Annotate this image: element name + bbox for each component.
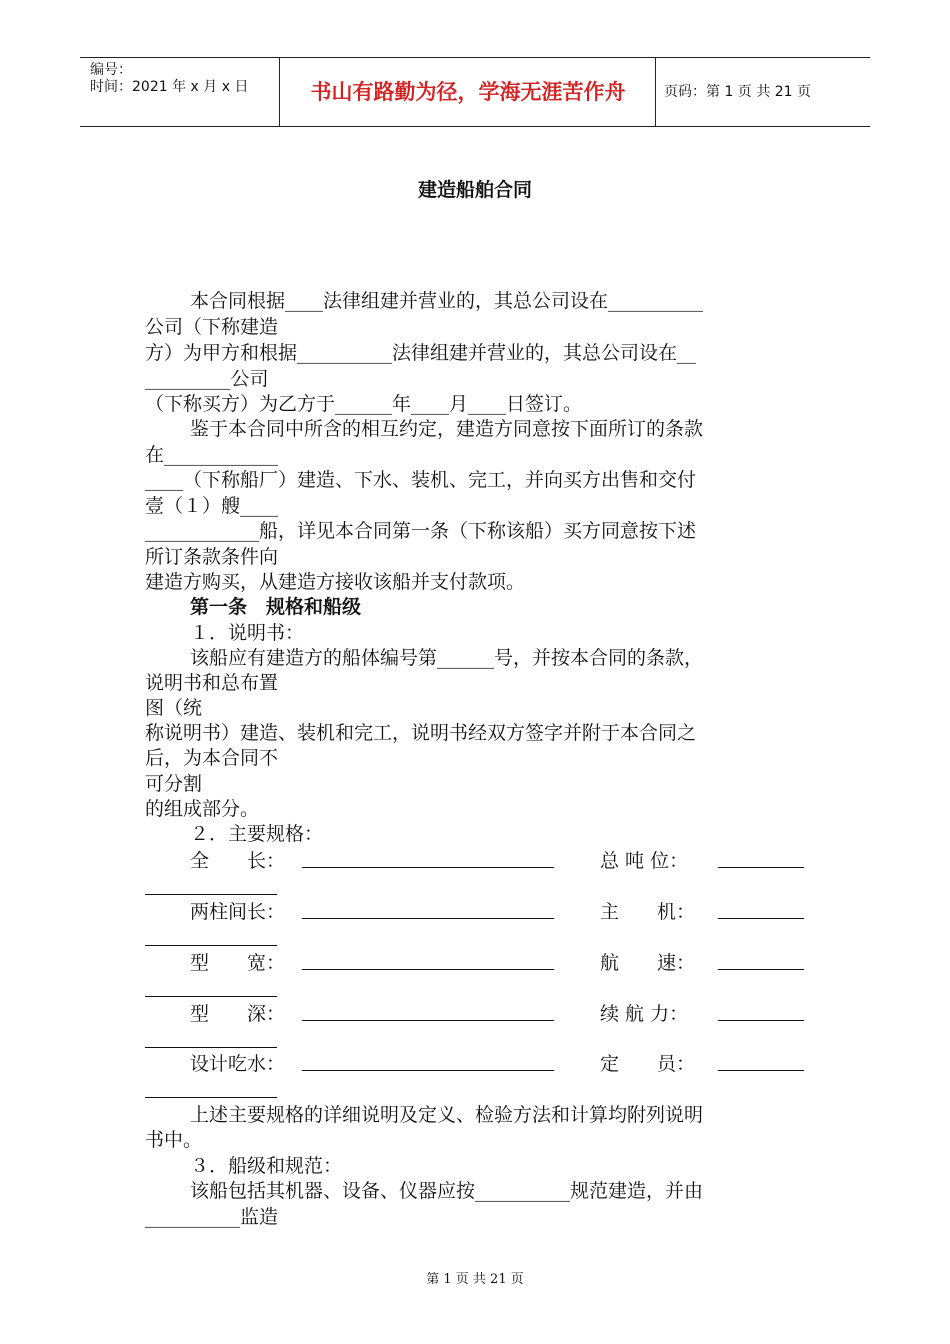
spec-label: 续 航 力： (600, 1003, 689, 1025)
blank-line (302, 1052, 554, 1071)
number-label: 编号： (90, 62, 132, 78)
spec-label: 总 吨 位： (600, 850, 689, 872)
body-line: 上述主要规格的详细说明及定义、检验方法和计算均附列说明 (190, 1104, 704, 1126)
body-line: 该船包括其机器、设备、仪器应按__________规范建造，并由 (190, 1180, 704, 1202)
body-line: 说明书和总布置 (145, 672, 279, 694)
body-line: 称说明书）建造、装机和完工，说明书经双方签字并附于本合同之 (145, 722, 697, 744)
spec-label: 全 长： (190, 850, 286, 872)
body-line: 公司（下称建造 (145, 316, 279, 338)
blank-line (718, 849, 804, 868)
body-line: _________公司 (145, 368, 269, 390)
body-line: 该船应有建造方的船体编号第______号，并按本合同的条款， (190, 647, 704, 669)
body-line: ____（下称船厂）建造、下水、装机、完工，并向买方出售和交付 (145, 469, 697, 491)
spec-label: 主 机： (600, 901, 696, 923)
document-header (80, 57, 870, 127)
blank-line (145, 1097, 277, 1098)
section-heading: 第一条 规格和船级 (190, 596, 362, 618)
blank-line (302, 1002, 554, 1021)
blank-line (718, 951, 804, 970)
body-line: 壹（１）艘____ (145, 495, 279, 517)
body-line: （下称买方）为乙方于______年____月____日签订。 (145, 393, 583, 415)
spec-label: 定 员： (600, 1053, 696, 1075)
blank-line (145, 894, 277, 895)
body-line: 方）为甲方和根据__________法律组建并营业的，其总公司设在__ (145, 342, 697, 364)
blank-line (718, 900, 804, 919)
body-line: 建造方购买，从建造方接收该船并支付款项。 (145, 571, 526, 593)
body-line: ３．船级和规范： (190, 1155, 343, 1177)
blank-line (145, 945, 277, 946)
header-page-info: 页码：第 1 页 共 21 页 (664, 84, 811, 100)
body-line: ____________船，详见本合同第一条（下称该船）买方同意按下述 (145, 520, 697, 542)
body-line: 的组成部分。 (145, 798, 260, 820)
blank-line (718, 1052, 804, 1071)
time-label: 时间：2021 年 x 月 x 日 (90, 79, 249, 95)
body-line: 书中。 (145, 1129, 203, 1151)
document-title: 建造船舶合同 (417, 179, 532, 201)
header-motto: 书山有路勤为径，学海无涯苦作舟 (281, 58, 656, 126)
body-line: 本合同根据____法律组建并营业的，其总公司设在__________ (190, 290, 704, 312)
spec-label: 型 宽： (190, 952, 286, 974)
blank-line (302, 951, 554, 970)
body-line: 后，为本合同不 (145, 747, 279, 769)
blank-line (302, 849, 554, 868)
body-line: 所订条款条件向 (145, 546, 279, 568)
spec-label: 航 速： (600, 952, 696, 974)
body-line: 可分割 (145, 773, 203, 795)
spec-label: 两柱间长： (190, 901, 286, 923)
blank-line (145, 1047, 277, 1048)
body-line: 图（统 (145, 697, 203, 719)
body-line: __________监造 (145, 1206, 279, 1228)
body-line: 鉴于本合同中所含的相互约定，建造方同意按下面所订的条款 (190, 418, 704, 440)
body-line: 在____________ (145, 444, 279, 466)
spec-label: 设计吃水： (190, 1053, 286, 1075)
blank-line (718, 1002, 804, 1021)
body-line: ２．主要规格： (190, 823, 324, 845)
body-line: １．说明书： (190, 622, 305, 644)
blank-line (302, 900, 554, 919)
page-footer: 第 1 页 共 21 页 (426, 1272, 524, 1287)
spec-label: 型 深： (190, 1003, 286, 1025)
header-meta (80, 58, 280, 126)
blank-line (145, 996, 277, 997)
